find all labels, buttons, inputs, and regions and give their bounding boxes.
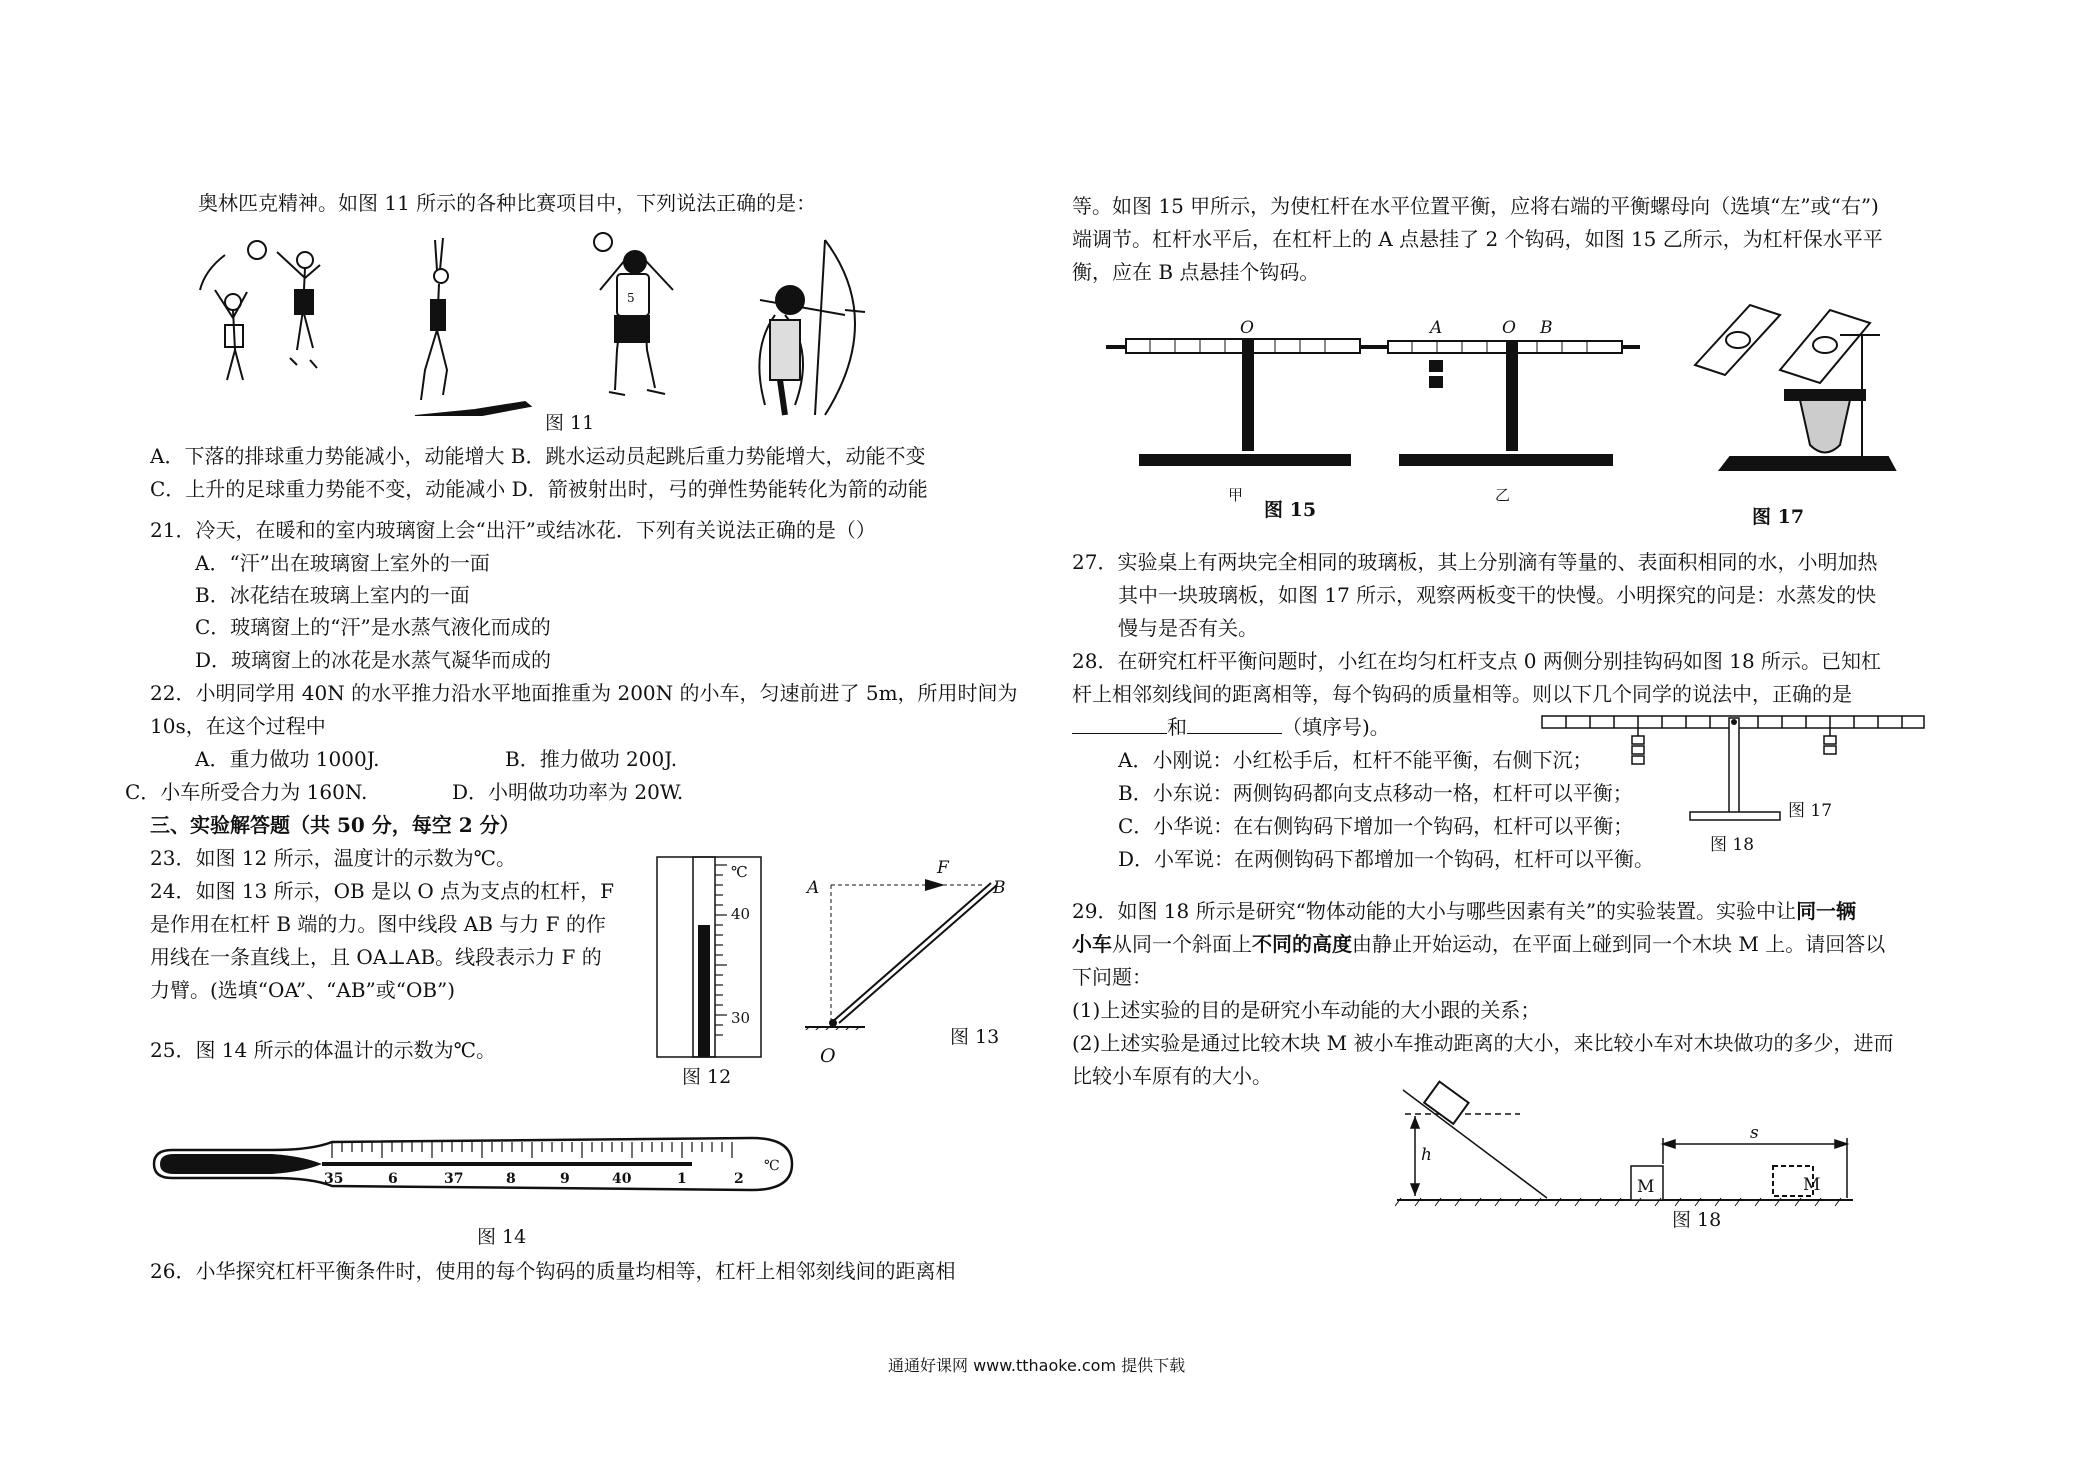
figure-17-glass-plates bbox=[1690, 285, 1900, 495]
fig14-tick-9: 9 bbox=[560, 1171, 570, 1187]
q28-line-2: 杆上相邻刻线间的距离相等，每个钩码的质量相等。则以下几个同学的说法中，正确的是 bbox=[1072, 682, 1852, 706]
q29-line-2-mid: 从同一个斜面上 bbox=[1112, 932, 1252, 956]
q24-line-1: 24．如图 13 所示，OB 是以 O 点为支点的杠杆，F bbox=[150, 879, 615, 903]
q26-line-3: 端调节。杠杆水平后，在杠杆上的 A 点悬挂了 2 个钩码，如图 15 乙所示，为杠杆保水平平 bbox=[1072, 227, 1883, 251]
q28-blank-connector: 和 bbox=[1167, 715, 1187, 739]
q29-emphasis-same-car: 同一辆 bbox=[1796, 899, 1857, 923]
q26-line-4: 衡，应在 B 点悬挂个钩码。 bbox=[1072, 260, 1320, 284]
fig17-caption: 图 17 bbox=[1752, 506, 1805, 528]
fig14-tick-35: 35 bbox=[324, 1171, 344, 1187]
figure-18-ramp bbox=[1395, 1068, 1855, 1208]
q29-emphasis-car: 小车 bbox=[1072, 932, 1112, 956]
fig18-label-moved-m: M bbox=[1803, 1175, 1821, 1195]
figure-11 bbox=[185, 230, 905, 416]
figure-14-clinical-thermometer bbox=[152, 1128, 812, 1198]
fig13-caption: 图 13 bbox=[950, 1026, 1000, 1048]
fig12-unit: ℃ bbox=[731, 863, 748, 881]
fig13-label-a: A bbox=[807, 878, 820, 898]
q26-line-1: 26．小华探究杠杆平衡条件时，使用的每个钩码的质量均相等，杠杆上相邻刻线间的距离相 bbox=[150, 1259, 956, 1283]
fig13-label-b: B bbox=[993, 878, 1006, 898]
q22-line-2: 10s，在这个过程中 bbox=[150, 714, 326, 738]
fig15-label-yi: 乙 bbox=[1495, 486, 1511, 504]
fig15-jia-label-o: O bbox=[1240, 318, 1254, 338]
q29-sub-3: 比较小车原有的大小。 bbox=[1072, 1064, 1272, 1088]
q20-option-line-2: C．上升的足球重力势能不变，动能减小 D．箭被射出时，弓的弹性势能转化为箭的动能 bbox=[150, 477, 928, 501]
q29-line-1 bbox=[1072, 898, 1856, 924]
footer-source: 通通好课网 www.tthaoke.com 提供下载 bbox=[888, 1356, 1186, 1375]
q21-option-d: D．玻璃窗上的冰花是水蒸气凝华而成的 bbox=[195, 648, 552, 672]
q28-option-a: A．小刚说：小红松手后，杠杆不能平衡，右侧下沉； bbox=[1118, 748, 1593, 772]
figure-13-lever bbox=[795, 855, 1015, 1030]
q27-line-1: 27．实验桌上有两块完全相同的玻璃板，其上分别滴有等量的、表面积相同的水，小明加热 bbox=[1072, 550, 1878, 574]
q27-line-3: 慢与是否有关。 bbox=[1118, 616, 1258, 640]
figure-15-levers bbox=[1100, 305, 1660, 515]
fig12-tick-30: 30 bbox=[731, 1009, 751, 1027]
fig18-label-s: s bbox=[1750, 1123, 1759, 1143]
q28-option-b: B．小东说：两侧钩码都向支点移动一格，杠杆可以平衡； bbox=[1118, 781, 1633, 805]
fig14-tick-1: 1 bbox=[677, 1171, 687, 1187]
fig14-unit: ℃ bbox=[764, 1158, 780, 1174]
q29-line-3: 下问题： bbox=[1072, 965, 1152, 989]
fig14-tick-40: 40 bbox=[612, 1171, 632, 1187]
q25: 25．图 14 所示的体温计的示数为℃。 bbox=[150, 1038, 496, 1062]
q28-option-d: D．小军说：在两侧钩码下都增加一个钩码，杠杆可以平衡。 bbox=[1118, 847, 1655, 871]
q24-line-3: 用线在一条直线上，且 OA⊥AB。线段表示力 F 的 bbox=[150, 945, 602, 969]
fig15-yi-label-o: O bbox=[1502, 318, 1516, 338]
q29-line-2 bbox=[1072, 931, 1885, 957]
section-3-heading: 三、实验解答题（共 50 分，每空 2 分） bbox=[150, 813, 520, 837]
fig14-tick-37: 37 bbox=[444, 1171, 464, 1187]
fig18-lever-caption-a: 图 17 bbox=[1788, 801, 1833, 821]
q26-line-2: 等。如图 15 甲所示，为使杠杆在水平位置平衡，应将右端的平衡螺母向（选填“左”或“右”) bbox=[1072, 194, 1879, 218]
q21-stem: 21．冷天，在暖和的室内玻璃窗上会“出汗”或结冰花．下列有关说法正确的是（） bbox=[150, 518, 876, 542]
q21-option-c: C．玻璃窗上的“汗”是水蒸气液化而成的 bbox=[195, 615, 551, 639]
svg-text:5: 5 bbox=[627, 291, 635, 305]
fig14-tick-8: 8 bbox=[506, 1171, 516, 1187]
fig14-caption: 图 14 bbox=[477, 1226, 527, 1248]
fig13-label-f: F bbox=[937, 858, 949, 878]
fig15-caption: 图 15 bbox=[1264, 499, 1317, 521]
fig11-caption: 图 11 bbox=[545, 412, 595, 434]
fig15-label-jia: 甲 bbox=[1228, 486, 1244, 504]
fig12-caption: 图 12 bbox=[682, 1066, 732, 1088]
q22-option-d: D．小明做功功率为 20W. bbox=[452, 780, 684, 804]
q20-stem: 奥林匹克精神。如图 11 所示的各种比赛项目中，下列说法正确的是： bbox=[198, 191, 817, 215]
q29-line-1-text: 29．如图 18 所示是研究“物体动能的大小与哪些因素有关”的实验装置。实验中让 bbox=[1072, 899, 1797, 923]
q28-line-1: 28．在研究杠杆平衡问题时，小红在均匀杠杆支点 0 两侧分别挂钩码如图 18 所示。已知杠 bbox=[1072, 649, 1882, 673]
q23: 23．如图 12 所示，温度计的示数为℃。 bbox=[150, 846, 516, 870]
q22-line-1: 22．小明同学用 40N 的水平推力沿水平地面推重为 200N 的小车，匀速前进了 5m，所用时间为 bbox=[150, 681, 1018, 705]
fig13-label-o: O bbox=[820, 1045, 836, 1067]
q28-line-3 bbox=[1072, 714, 1390, 740]
figure-18-lever bbox=[1540, 712, 1930, 827]
q24-line-2: 是作用在杠杆 B 端的力。图中线段 AB 与力 F 的作 bbox=[150, 912, 606, 936]
q22-option-c: C．小车所受合力为 160N. bbox=[125, 780, 368, 804]
q29-sub-2: (2)上述实验是通过比较木块 M 被小车推动距离的大小，来比较小车对木块做功的多少，进而 bbox=[1072, 1031, 1894, 1055]
fig18-label-block-m: M bbox=[1637, 1177, 1655, 1197]
q22-option-a: A．重力做功 1000J. bbox=[195, 747, 380, 771]
fig18-label-h: h bbox=[1421, 1145, 1432, 1165]
q22-option-b: B．推力做功 200J. bbox=[505, 747, 678, 771]
fig14-tick-2: 2 bbox=[734, 1171, 744, 1187]
q28-answer-blank-1[interactable] bbox=[1072, 715, 1167, 734]
fig18-lever-caption-b: 图 18 bbox=[1710, 835, 1755, 855]
q28-option-c: C．小华说：在右侧钩码下增加一个钩码，杠杆可以平衡； bbox=[1118, 814, 1634, 838]
q21-option-a: A．“汗”出在玻璃窗上室外的一面 bbox=[195, 551, 490, 575]
fig15-yi-label-a: A bbox=[1430, 318, 1443, 338]
fig12-tick-40: 40 bbox=[731, 905, 751, 923]
q20-option-line-1: A．下落的排球重力势能减小，动能增大 B．跳水运动员起跳后重力势能增大，动能不变 bbox=[150, 444, 926, 468]
q29-emphasis-height: 不同的高度 bbox=[1252, 932, 1352, 956]
q29-sub-1: (1)上述实验的目的是研究小车动能的大小跟的关系； bbox=[1072, 998, 1541, 1022]
fig15-yi-label-b: B bbox=[1540, 318, 1553, 338]
q29-line-2-post: 由静止开始运动，在平面上碰到同一个木块 M 上。请回答以 bbox=[1352, 932, 1886, 956]
q28-answer-blank-2[interactable] bbox=[1187, 715, 1282, 734]
q21-option-b: B．冰花结在玻璃上室内的一面 bbox=[195, 583, 470, 607]
q24-line-4: 力臂。(选填“OA”、“AB”或“OB”) bbox=[150, 978, 456, 1002]
q28-blank-tail: （填序号)。 bbox=[1282, 715, 1390, 739]
figure-12-thermometer bbox=[655, 855, 765, 1060]
fig14-tick-6: 6 bbox=[388, 1171, 398, 1187]
fig18-ramp-caption: 图 18 bbox=[1672, 1209, 1722, 1231]
q27-line-2: 其中一块玻璃板，如图 17 所示，观察两板变干的快慢。小明探究的问是：水蒸发的快 bbox=[1118, 583, 1877, 607]
